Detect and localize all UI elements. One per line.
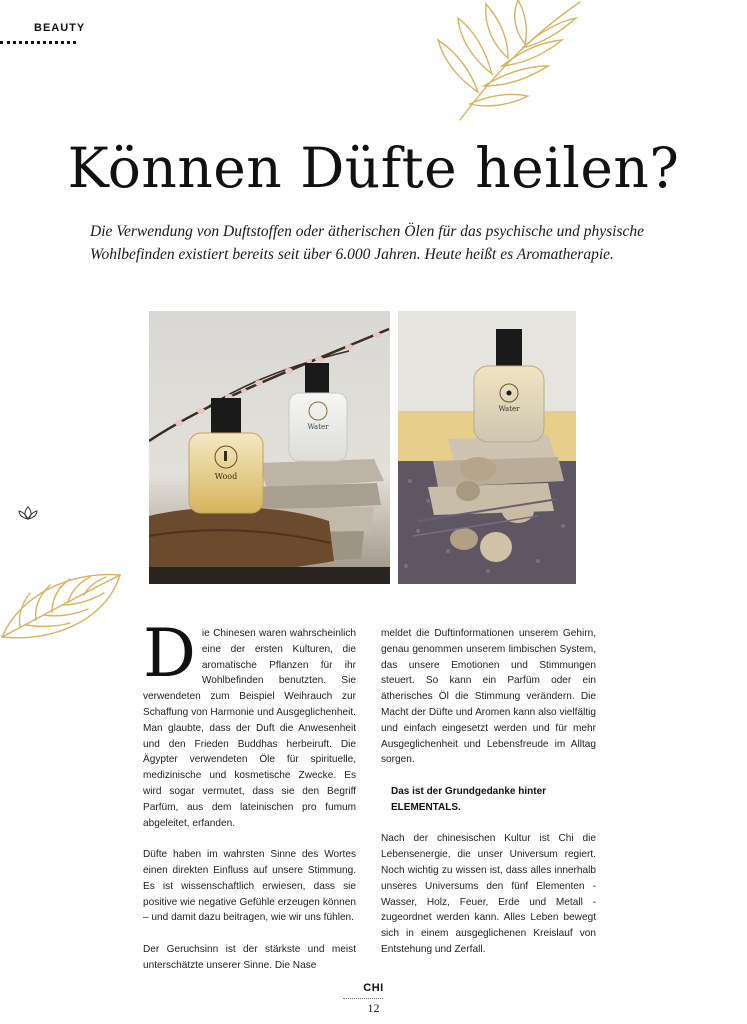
article-column-right xyxy=(381,626,596,974)
paragraph: Der Geruchsinn ist der stärkste und meist unterschätzte unserer Sinne. Die Nase xyxy=(143,943,356,971)
article-subtitle: Die Verwendung von Duftstoffen oder ätherischen Ölen für das psychische und physische Wohlbefinden existiert bereits seit über 6.000 Jahren. Heute heißt es Aromatherapie. xyxy=(90,223,645,263)
lotus-icon xyxy=(18,506,38,520)
footer-brand: CHI xyxy=(363,982,384,994)
paragraph: Düfte haben im wahrsten Sinne des Wortes einen direkten Einfluss auf unsere Stimmung. Es ist wissenschaftlich erwiesen, dass sie positive wie negative Gefühle erzeugen können – und damit dazu beitragen, wie wir uns fühlen. xyxy=(143,849,356,924)
paragraph: ie Chinesen waren wahrscheinlich eine der ersten Kulturen, die aromatische Pflanzen für ihr Wohlbefinden benutzten. Sie verwendeten zum Beispiel Weihrauch zur Schaffung von Harmonie und Ausgeglichenheit. Man glaubte, dass der Duft die Anwesenheit und den Frieden Buddhas herbeiruft. Die Ägypter verwendeten Öle für spirituelle, medizinische und kosmetische Zwecke. Es wird sogar vermutet, dass sie den Begriff Parfüm, aus dem lateinischen pro fumum abgeleitet, erfanden. xyxy=(143,628,356,829)
paragraph: Nach der chinesischen Kultur ist Chi die Lebensenergie, die unser Universum regiert. Noch wichtig zu wissen ist, dass alles innerhalb unseres Universums den fünf Elementen - Wasser, Holz, Feuer, Erde und Metall - zugeordnet werden kann. Alles Leben bewegt sich in einem ausgeglichenen Kreislauf von Entstehung und Zerfall. xyxy=(381,833,596,955)
leaf-icon xyxy=(0,565,125,645)
bottle-label: Water xyxy=(498,405,520,413)
bottle-label-front: Wood xyxy=(214,472,238,481)
article-column-left xyxy=(143,615,356,989)
footer-divider xyxy=(343,998,383,999)
perfume-photo-left xyxy=(149,311,390,584)
page-number: 12 xyxy=(367,1001,380,1015)
article-title: Können Düfte heilen? xyxy=(67,136,680,200)
paragraph: meldet die Duftinformationen unserem Gehirn, genau genommen unserem limbischen System, das unsere Emotionen und Stimmungen steuert. So kann ein Parfüm oder ein ätherisches Öl die Stimmung verändern. Die Macht der Düfte und Aromen kann also vielfältig und einfach eingesetzt werden und für mehr Ausgeglichenheit und Lebensfreude im Alltag sorgen. xyxy=(381,628,596,766)
section-divider xyxy=(0,41,76,44)
palm-leaf-icon xyxy=(430,0,590,125)
subheading: Das ist der Grundgedanke hinter ELEMENTALS. xyxy=(391,785,547,813)
bottle-label-back: Water xyxy=(307,423,329,431)
perfume-photo-right xyxy=(398,311,576,584)
section-label: BEAUTY xyxy=(34,22,86,34)
dropcap: D xyxy=(143,615,196,692)
